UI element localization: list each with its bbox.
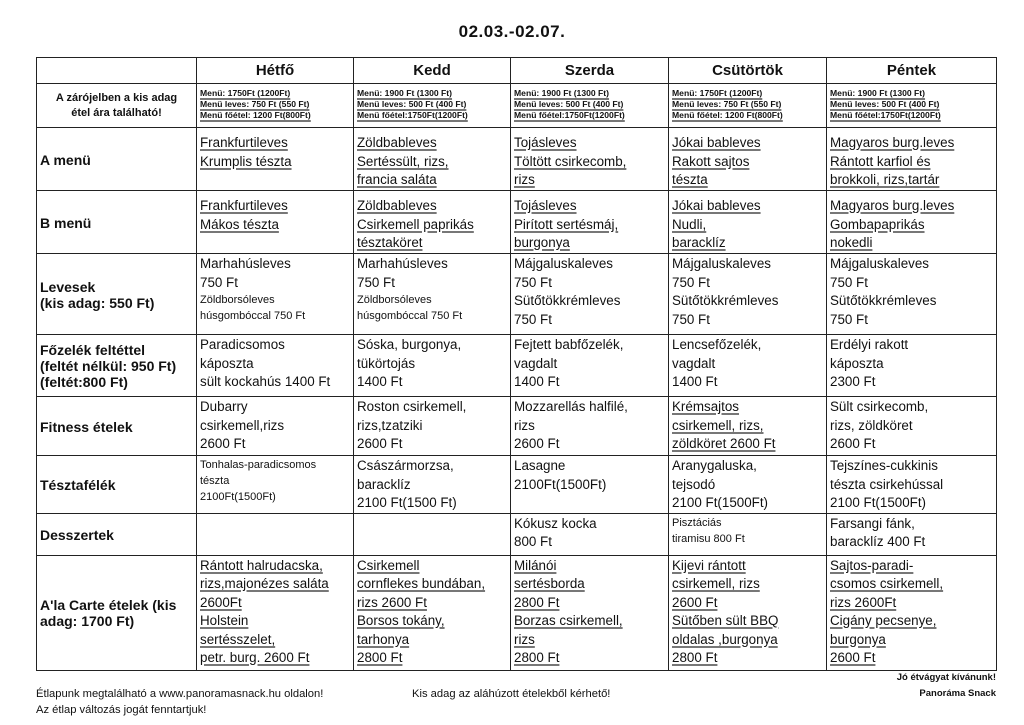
row-label bbox=[37, 128, 197, 191]
dish-line: cornflekes bundában, bbox=[357, 576, 486, 591]
dish-cell bbox=[197, 513, 354, 555]
dish-line: tésztaköret bbox=[357, 235, 423, 250]
dish-line: Krumplis tészta bbox=[200, 153, 292, 169]
dish-line: káposzta bbox=[200, 355, 254, 371]
dish-line: Erdélyi rakott bbox=[830, 337, 909, 352]
menu-row bbox=[37, 513, 997, 555]
dish-line: rizs 2600Ft bbox=[830, 594, 897, 610]
dish-line: 2600 Ft bbox=[357, 436, 403, 451]
dish-line: Marhahúsleves bbox=[200, 256, 291, 271]
dish-cell bbox=[669, 555, 827, 670]
dish-line: Jókai bableves bbox=[672, 135, 761, 150]
dish-line: húsgombóccal 750 Ft bbox=[357, 310, 463, 322]
menu-row bbox=[37, 456, 997, 514]
dish-cell bbox=[669, 191, 827, 254]
dish-line: Holstein bbox=[200, 613, 249, 628]
dish-line: csirkemell, rizs, bbox=[672, 417, 764, 433]
price-cell bbox=[197, 84, 354, 128]
dish-line: Jókai bableves bbox=[672, 198, 761, 213]
dish-line: 2100 Ft(1500 Ft) bbox=[357, 495, 457, 510]
dish-line: sült kockahús 1400 Ft bbox=[200, 374, 331, 389]
dish-line: 750 Ft bbox=[830, 311, 868, 327]
dish-line: francia saláta bbox=[357, 172, 437, 187]
dish-line: Mozzarellás halfilé, bbox=[514, 399, 628, 414]
dish-line: Mákos tészta bbox=[200, 216, 279, 232]
row-label-line: Fitness ételek bbox=[40, 418, 133, 435]
dish-line: Kókusz kocka bbox=[514, 515, 597, 531]
dish-cell bbox=[827, 254, 997, 335]
menu-row bbox=[37, 555, 997, 670]
dish-cell bbox=[827, 335, 997, 397]
dish-line: Paradicsomos bbox=[200, 337, 285, 352]
dish-line: Frankfurtileves bbox=[200, 135, 288, 150]
price-line: Menü főétel:1750Ft(1200Ft) bbox=[830, 110, 941, 120]
dish-line: 2600 Ft bbox=[830, 650, 876, 665]
dish-line: 2600 Ft bbox=[830, 436, 876, 451]
price-line: Menü főétel: 1200 Ft(800Ft) bbox=[200, 110, 311, 120]
row-label bbox=[37, 397, 197, 456]
price-cell bbox=[669, 84, 827, 128]
dish-line: rizs,tzatziki bbox=[357, 417, 423, 433]
dish-line: 2100 Ft(1500Ft) bbox=[672, 495, 769, 510]
footer-change-note: Az étlap változás jogát fenntartjuk! bbox=[36, 704, 207, 716]
dish-line: Sütőben sült BBQ bbox=[672, 613, 779, 628]
row-label-line: (feltét:800 Ft) bbox=[40, 374, 128, 390]
dish-line: Krémsajtos bbox=[672, 399, 739, 414]
dish-line: 2300 Ft bbox=[830, 374, 876, 389]
dish-line: baracklíz 400 Ft bbox=[830, 534, 926, 549]
row-label-line: A'la Carte ételek (kis bbox=[40, 597, 177, 613]
dish-line: oldalas ,burgonya bbox=[672, 631, 778, 647]
dish-cell bbox=[511, 254, 669, 335]
dish-cell bbox=[669, 397, 827, 456]
dish-line: 2100 Ft(1500Ft) bbox=[830, 495, 927, 510]
dish-line: Töltött csirkecomb, bbox=[514, 153, 627, 169]
dish-line: brokkoli, rizs,tartár bbox=[830, 172, 940, 187]
dish-line: rizs bbox=[514, 631, 535, 647]
dish-cell bbox=[669, 513, 827, 555]
dish-line: tiramisu 800 Ft bbox=[672, 532, 745, 545]
dish-cell bbox=[669, 128, 827, 191]
dish-line: Pisztáciás bbox=[672, 516, 722, 529]
dish-cell bbox=[511, 397, 669, 456]
dish-cell bbox=[827, 513, 997, 555]
dish-line: sertésszelet, bbox=[200, 631, 276, 647]
dish-line: 750 Ft bbox=[200, 274, 238, 290]
menu-row bbox=[37, 397, 997, 456]
dish-line: Császármorzsa, bbox=[357, 458, 454, 473]
dish-line: Fejtett babfőzelék, bbox=[514, 337, 624, 352]
dish-line: Farsangi fánk, bbox=[830, 515, 915, 531]
dish-line: Cigány pecsenye, bbox=[830, 613, 937, 628]
dish-cell bbox=[827, 555, 997, 670]
dish-cell bbox=[197, 456, 354, 514]
dish-line: Marhahúsleves bbox=[357, 256, 448, 271]
dish-line: Pirított sertésmáj, bbox=[514, 216, 619, 232]
dish-cell bbox=[827, 191, 997, 254]
dish-line: 2600Ft bbox=[200, 594, 242, 610]
price-line: Menü főétel:1750Ft(1200Ft) bbox=[357, 110, 468, 120]
row-label-line: Levesek bbox=[40, 278, 96, 295]
dish-line: Rakott sajtos bbox=[672, 153, 750, 169]
dish-cell bbox=[197, 555, 354, 670]
dish-line: Sütőtökkrémleves bbox=[514, 293, 621, 308]
dish-cell bbox=[827, 397, 997, 456]
row-label-line: Főzelék feltéttel bbox=[40, 342, 146, 358]
dish-line: Májgaluskaleves bbox=[672, 256, 771, 271]
dish-line: 750 Ft bbox=[672, 274, 710, 290]
dish-cell bbox=[827, 456, 997, 514]
dish-cell bbox=[511, 456, 669, 514]
dish-cell bbox=[354, 191, 511, 254]
price-line: Menü: 1750Ft (1200Ft) bbox=[200, 88, 291, 98]
row-label bbox=[37, 191, 197, 254]
price-line: Menü főétel:1750Ft(1200Ft) bbox=[514, 110, 625, 120]
footer-greeting: Jó étvágyat kívánunk! bbox=[896, 672, 996, 683]
dish-line: rizs bbox=[514, 417, 535, 433]
price-line: Menü: 1900 Ft (1300 Ft) bbox=[830, 88, 926, 98]
dish-cell bbox=[197, 191, 354, 254]
dish-line: tészta csirkehússal bbox=[830, 476, 944, 492]
dish-line: csirkemell,rizs bbox=[200, 417, 285, 433]
dish-line: tarhonya bbox=[357, 631, 410, 647]
dish-line: Zöldbableves bbox=[357, 135, 437, 150]
dish-line: Zöldborsóleves bbox=[357, 294, 432, 306]
row-label bbox=[37, 456, 197, 514]
dish-line: 750 Ft bbox=[514, 311, 552, 327]
dish-cell bbox=[511, 513, 669, 555]
dish-line: Magyaros burg.leves bbox=[830, 198, 955, 213]
dish-line: Csirkemell bbox=[357, 557, 420, 573]
dish-line: tészta bbox=[672, 172, 708, 187]
day-header: Kedd bbox=[354, 58, 511, 84]
dish-line: 750 Ft bbox=[514, 274, 552, 290]
menu-row bbox=[37, 128, 997, 191]
dish-line: Dubarry bbox=[200, 399, 248, 414]
note-line: A zárójelben a kis adag bbox=[55, 92, 178, 104]
dish-line: vagdalt bbox=[672, 355, 716, 371]
row-label-line: Desszertek bbox=[40, 526, 114, 543]
corner-cell bbox=[37, 58, 197, 84]
dish-cell bbox=[511, 555, 669, 670]
menu-row bbox=[37, 254, 997, 335]
dish-line: 750 Ft bbox=[357, 274, 395, 290]
day-header: Hétfő bbox=[197, 58, 354, 84]
dish-line: rizs 2600 Ft bbox=[357, 594, 427, 610]
menu-row bbox=[37, 191, 997, 254]
dish-line: Gombapaprikás bbox=[830, 216, 925, 232]
dish-line: vagdalt bbox=[514, 355, 558, 371]
dish-line: Aranygaluska, bbox=[672, 458, 757, 473]
row-label-line: (kis adag: 550 Ft) bbox=[40, 294, 155, 311]
weekly-menu-table bbox=[36, 57, 997, 671]
dish-cell bbox=[197, 397, 354, 456]
dish-line: rizs bbox=[514, 172, 535, 187]
dish-cell bbox=[827, 128, 997, 191]
dish-line: 2800 Ft bbox=[514, 594, 560, 610]
row-label bbox=[37, 513, 197, 555]
price-line: Menü leves: 500 Ft (400 Ft) bbox=[514, 99, 624, 109]
dish-line: húsgombóccal 750 Ft bbox=[200, 310, 306, 322]
footer-small-portion-note: Kis adag az aláhúzott ételekből kérhető! bbox=[412, 688, 611, 700]
footer-website-note: Étlapunk megtalálható a www.panoramasnack.hu oldalon! bbox=[36, 688, 324, 700]
price-line: Menü: 1900 Ft (1300 Ft) bbox=[514, 88, 610, 98]
dish-cell bbox=[669, 335, 827, 397]
dish-line: 1400 Ft bbox=[357, 374, 403, 389]
dish-line: Májgaluskaleves bbox=[514, 256, 613, 271]
dish-line: rizs,majonézes saláta bbox=[200, 576, 329, 591]
dish-line: Rántott halrudacska, bbox=[200, 557, 323, 573]
dish-line: csirkemell, rizs bbox=[672, 576, 760, 591]
dish-cell bbox=[354, 254, 511, 335]
dish-line: Sütőtökkrémleves bbox=[830, 293, 937, 308]
dish-line: Sütőtökkrémleves bbox=[672, 293, 779, 308]
row-label-line: adag: 1700 Ft) bbox=[40, 613, 135, 629]
dish-line: tejsodó bbox=[672, 476, 716, 492]
dish-line: 2600 Ft bbox=[672, 594, 718, 610]
dish-cell bbox=[197, 254, 354, 335]
dish-line: Tejszínes-cukkinis bbox=[830, 458, 938, 473]
day-header-row bbox=[37, 58, 997, 84]
dish-line: Sóska, burgonya, bbox=[357, 337, 462, 352]
price-cell bbox=[827, 84, 997, 128]
dish-line: Magyaros burg.leves bbox=[830, 135, 955, 150]
row-label-line: Tésztafélék bbox=[40, 476, 116, 493]
row-label bbox=[37, 555, 197, 670]
day-header: Szerda bbox=[511, 58, 669, 84]
small-portion-note bbox=[37, 84, 197, 128]
dish-line: Nudli, bbox=[672, 216, 707, 232]
dish-line: Kijevi rántott bbox=[672, 557, 746, 573]
price-row bbox=[37, 84, 997, 128]
dish-line: sertésborda bbox=[514, 576, 585, 591]
dish-line: rizs, zöldköret bbox=[830, 417, 913, 433]
row-label bbox=[37, 335, 197, 397]
dish-line: káposzta bbox=[830, 355, 884, 371]
price-line: Menü leves: 750 Ft (550 Ft) bbox=[200, 99, 310, 109]
price-line: Menü leves: 500 Ft (400 Ft) bbox=[357, 99, 467, 109]
dish-line: Roston csirkemell, bbox=[357, 399, 467, 414]
dish-line: Lasagne bbox=[514, 458, 566, 473]
dish-cell bbox=[669, 254, 827, 335]
dish-line: zöldköret 2600 Ft bbox=[672, 436, 776, 451]
dish-line: tükörtojás bbox=[357, 355, 416, 371]
date-range: 02.03.-02.07. bbox=[458, 22, 566, 41]
dish-line: Tonhalas-paradicsomos bbox=[200, 459, 317, 471]
dish-cell bbox=[511, 335, 669, 397]
dish-line: Borsos tokány, bbox=[357, 613, 445, 628]
dish-line: 750 Ft bbox=[830, 274, 868, 290]
dish-cell bbox=[354, 456, 511, 514]
dish-line: Tojásleves bbox=[514, 135, 577, 150]
dish-line: csomos csirkemell, bbox=[830, 576, 944, 591]
dish-cell bbox=[354, 513, 511, 555]
price-cell bbox=[354, 84, 511, 128]
price-cell bbox=[511, 84, 669, 128]
dish-cell bbox=[511, 128, 669, 191]
dish-line: Lencsefőzelék, bbox=[672, 337, 762, 352]
price-line: Menü főétel: 1200 Ft(800Ft) bbox=[672, 110, 783, 120]
footer-brand: Panoráma Snack bbox=[919, 688, 996, 699]
dish-line: Csirkemell paprikás bbox=[357, 216, 474, 232]
dish-line: 750 Ft bbox=[672, 311, 710, 327]
dish-line: baracklíz bbox=[672, 235, 726, 250]
dish-line: Sajtos-paradi- bbox=[830, 557, 914, 573]
dish-line: Rántott karfiol és bbox=[830, 153, 931, 169]
dish-line: tészta bbox=[200, 475, 230, 487]
dish-line: 2800 Ft bbox=[672, 650, 718, 665]
dish-cell bbox=[197, 335, 354, 397]
row-label bbox=[37, 254, 197, 335]
dish-line: nokedli bbox=[830, 235, 873, 250]
menu-row bbox=[37, 335, 997, 397]
price-line: Menü: 1750Ft (1200Ft) bbox=[672, 88, 763, 98]
price-line: Menü leves: 750 Ft (550 Ft) bbox=[672, 99, 782, 109]
dish-line: burgonya bbox=[830, 631, 886, 647]
dish-cell bbox=[354, 128, 511, 191]
dish-line: 2600 Ft bbox=[514, 436, 560, 451]
dish-line: Májgaluskaleves bbox=[830, 256, 929, 271]
dish-line: Zöldborsóleves bbox=[200, 294, 275, 306]
dish-line: 2600 Ft bbox=[200, 436, 246, 451]
dish-line: petr. burg. 2600 Ft bbox=[200, 650, 310, 665]
day-header: Csütörtök bbox=[669, 58, 827, 84]
note-line: étel ára található! bbox=[71, 107, 162, 119]
row-label-line: (feltét nélkül: 950 Ft) bbox=[40, 358, 177, 374]
dish-cell bbox=[669, 456, 827, 514]
dish-line: Zöldbableves bbox=[357, 198, 437, 213]
price-line: Menü leves: 500 Ft (400 Ft) bbox=[830, 99, 940, 109]
dish-cell bbox=[354, 397, 511, 456]
price-line: Menü: 1900 Ft (1300 Ft) bbox=[357, 88, 453, 98]
dish-line: burgonya bbox=[514, 235, 570, 250]
dish-line: 2100Ft(1500Ft) bbox=[514, 476, 607, 492]
dish-cell bbox=[354, 335, 511, 397]
dish-line: baracklíz bbox=[357, 476, 411, 492]
dish-line: Borzas csirkemell, bbox=[514, 613, 623, 628]
dish-line: Tojásleves bbox=[514, 198, 577, 213]
row-label-line: B menü bbox=[40, 214, 92, 231]
row-label-line: A menü bbox=[40, 151, 91, 168]
dish-line: 2800 Ft bbox=[514, 650, 560, 665]
dish-cell bbox=[354, 555, 511, 670]
dish-line: 800 Ft bbox=[514, 534, 552, 549]
dish-line: Frankfurtileves bbox=[200, 198, 288, 213]
dish-line: 1400 Ft bbox=[514, 374, 560, 389]
dish-line: 2800 Ft bbox=[357, 650, 403, 665]
day-header: Péntek bbox=[827, 58, 997, 84]
dish-cell bbox=[197, 128, 354, 191]
dish-line: 1400 Ft bbox=[672, 374, 718, 389]
dish-cell bbox=[511, 191, 669, 254]
dish-line: Sertéssült, rizs, bbox=[357, 153, 449, 169]
dish-line: Milánói bbox=[514, 557, 557, 573]
dish-line: 2100Ft(1500Ft) bbox=[200, 491, 276, 503]
dish-line: Sült csirkecomb, bbox=[830, 399, 929, 414]
